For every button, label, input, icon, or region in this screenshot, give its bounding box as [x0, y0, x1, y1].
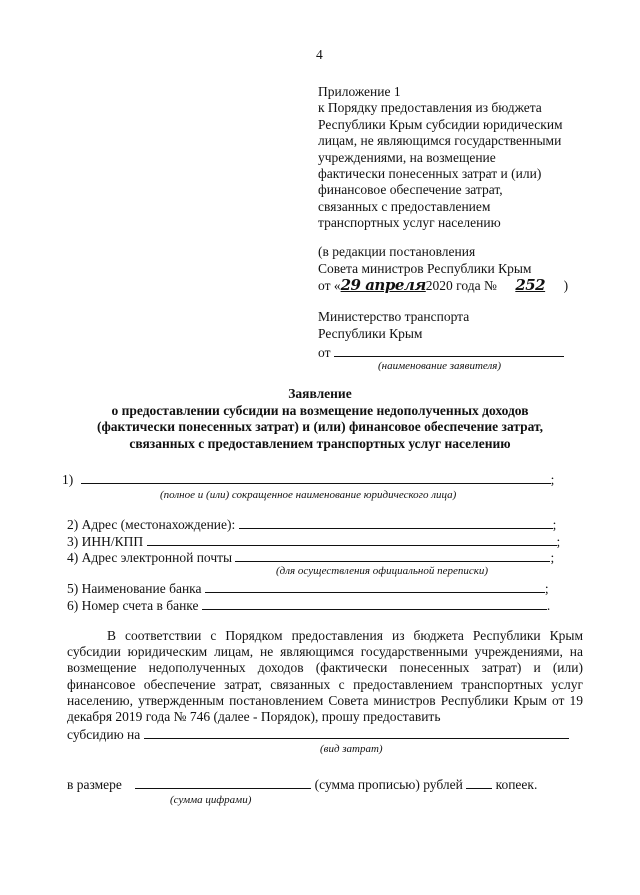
page-number: 4	[316, 47, 323, 62]
appendix-line: Приложение 1	[318, 84, 401, 99]
subsidy-label: субсидию на	[67, 727, 141, 742]
field-5-end: ;	[544, 581, 549, 596]
amount-row	[67, 775, 537, 793]
applicant-name-note: (наименование заявителя)	[378, 360, 502, 372]
field-6-row	[67, 596, 550, 614]
appendix-line: финансовое обеспечение затрат,	[318, 182, 503, 198]
edition-line-2: Совета министров Республики Крым	[318, 261, 532, 276]
addressee-line-1: Министерство транспорта	[318, 309, 470, 324]
account-number-field[interactable]	[202, 596, 547, 610]
amount-digits-field[interactable]	[135, 775, 311, 789]
amount-label: в размере	[67, 777, 122, 792]
account-label: 6) Номер счета в банке	[67, 598, 199, 613]
email-field[interactable]	[235, 548, 550, 562]
handwritten-date: 29 апреля	[340, 276, 426, 294]
kopecks-label: копеек.	[495, 777, 538, 792]
appendix-line: транспортных услуг населению	[318, 215, 501, 231]
field-1-row	[62, 470, 554, 488]
amount-words-label: (сумма прописью) рублей	[314, 777, 463, 792]
cost-type-note: (вид затрат)	[320, 743, 383, 755]
subsidy-row	[67, 725, 569, 743]
legal-entity-name-note: (полное и (или) сокращенное наименование юридического лица)	[160, 489, 457, 501]
email-label: 4) Адрес электронной почты	[67, 550, 233, 565]
date-prefix: от «	[318, 278, 341, 293]
close-paren: )	[563, 278, 569, 293]
appendix-line: связанных с предоставлением	[318, 198, 491, 214]
date-suffix: 2020 года №	[425, 278, 497, 293]
title-line-3: (фактически понесенных затрат) и (или) финансовое обеспечение затрат,	[96, 419, 544, 434]
address-field[interactable]	[239, 515, 553, 529]
appendix-line: лицам, не являющимся государственными	[318, 133, 562, 149]
email-note: (для осуществления официальной переписки)	[276, 565, 489, 577]
appendix-line: учреждениями, на возмещение	[318, 149, 496, 165]
bank-name-label: 5) Наименование банка	[67, 581, 202, 596]
appendix-line: к Порядку предоставления из бюджета	[318, 100, 542, 116]
address-label: 2) Адрес (местонахождение):	[67, 517, 236, 532]
field-6-end: .	[546, 598, 551, 613]
field-2-row	[67, 515, 556, 533]
from-label: от	[318, 345, 331, 360]
inn-kpp-field[interactable]	[147, 532, 557, 546]
field-5-row	[67, 579, 549, 597]
cost-type-field[interactable]	[144, 725, 569, 739]
statement-paragraph	[67, 628, 583, 725]
appendix-block	[318, 84, 563, 232]
title-line-2: о предоставлении субсидии на возмещение недополученных доходов	[111, 402, 529, 418]
document-title	[0, 386, 640, 452]
appendix-line: фактически понесенных затрат и (или)	[318, 165, 542, 181]
bank-name-field[interactable]	[205, 579, 545, 593]
field-1-label: 1)	[62, 472, 74, 487]
applicant-name-field[interactable]	[334, 343, 564, 357]
title-line-4: связанных с предоставлением транспортных услуг населению	[129, 435, 511, 451]
field-3-end: ;	[556, 534, 561, 549]
kopecks-field[interactable]	[466, 775, 492, 789]
amount-digits-note: (сумма цифрами)	[170, 794, 252, 806]
legal-entity-name-field[interactable]	[81, 470, 551, 484]
statement-text: В соответствии с Порядком предоставления из бюджета Республики Крым субсидии юридическим лицам, не являющимся государственными учреждениями, на возмещение недополученных доходов (фактически понесенных затрат) и (или) финансовое обеспечение затрат, связанных с предоставлением транспортных услуг населению, утвержденным постановлением Совета министров Республики Крым от 19 декабря 2019 года № 746 (далее - Порядок), прошу предоставить	[67, 628, 583, 725]
field-1-end: ;	[550, 472, 555, 487]
edition-line-1: (в редакции постановления	[318, 244, 476, 259]
field-2-end: ;	[552, 517, 557, 532]
appendix-line: Республики Крым субсидии юридическим	[318, 116, 563, 132]
edition-date-line	[318, 277, 568, 294]
title-line-1: Заявление	[288, 386, 352, 401]
field-4-end: ;	[550, 550, 555, 565]
inn-kpp-label: 3) ИНН/КПП	[67, 534, 144, 549]
addressee-line-2: Республики Крым	[318, 326, 423, 341]
handwritten-number: 252	[515, 276, 546, 294]
